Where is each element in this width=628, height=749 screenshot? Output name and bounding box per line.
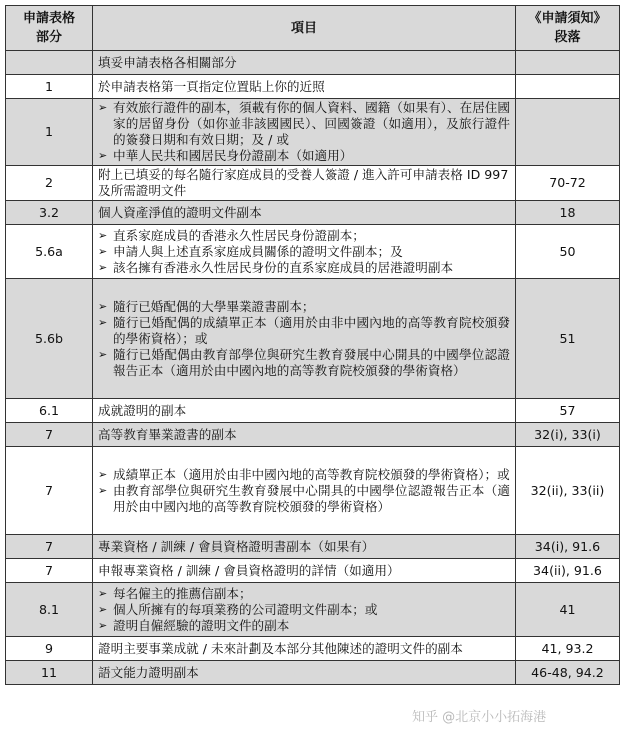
- section-cell: 7: [6, 559, 93, 583]
- item-text: 語文能力證明副本: [98, 664, 199, 680]
- list-item-text: 中華人民共和國居民身份證副本（如適用）: [113, 148, 353, 163]
- item-cell: [93, 75, 516, 99]
- section-cell: [6, 51, 93, 75]
- item-bullet-list: [98, 586, 510, 634]
- arrow-bullet-icon: ➢: [98, 483, 108, 497]
- list-item: [98, 618, 510, 634]
- table-row: [6, 225, 620, 279]
- para-cell: 32(i), 33(i): [516, 423, 620, 447]
- list-item-text: 成績單正本（適用於由非中國內地的高等教育院校頒發的學術資格）；或: [113, 466, 510, 482]
- item-text: 申報專業資格 / 訓練 / 會員資格證明的詳情（如適用）: [98, 562, 400, 578]
- item-cell: [93, 225, 516, 279]
- item-text: 證明主要事業成就 / 未來計劃及本部分其他陳述的證明文件的副本: [98, 640, 463, 656]
- table-row: [6, 583, 620, 637]
- table-row: [6, 559, 620, 583]
- item-cell: [93, 447, 516, 535]
- table-row: [6, 99, 620, 166]
- section-cell: 8.1: [6, 583, 93, 637]
- item-cell: [93, 51, 516, 75]
- item-cell: [93, 99, 516, 166]
- item-text: 高等教育畢業證書的副本: [98, 426, 237, 442]
- header-para-line-1: 《申請須知》: [528, 11, 607, 26]
- para-cell: 57: [516, 399, 620, 423]
- para-cell: 34(i), 91.6: [516, 535, 620, 559]
- section-cell: 7: [6, 535, 93, 559]
- item-text: 填妥申請表格各相關部分: [98, 54, 237, 70]
- list-item: [98, 347, 510, 379]
- header-row: [6, 6, 620, 51]
- arrow-bullet-icon: ➢: [98, 315, 108, 329]
- item-text: 專業資格 / 訓練 / 會員資格證明書副本（如果有）: [98, 538, 375, 554]
- item-cell: [93, 637, 516, 661]
- item-bullet-list: [98, 228, 510, 276]
- arrow-bullet-icon: ➢: [98, 347, 108, 361]
- section-cell: 1: [6, 99, 93, 166]
- header-para: [516, 6, 620, 51]
- header-section: [6, 6, 93, 51]
- item-text: 成就證明的副本: [98, 402, 187, 418]
- list-item: [98, 148, 510, 164]
- list-item-text: 申請人與上述直系家庭成員關係的證明文件副本；及: [113, 243, 403, 259]
- table-row: [6, 166, 620, 201]
- list-item: [98, 299, 510, 315]
- table-row: [6, 661, 620, 685]
- item-bullet-list: [98, 299, 510, 379]
- list-item-text: 個人所擁有的每項業務的公司證明文件副本；或: [113, 601, 378, 617]
- list-item: [98, 100, 510, 148]
- section-cell: 2: [6, 166, 93, 201]
- arrow-bullet-icon: ➢: [98, 299, 108, 313]
- table-row: [6, 423, 620, 447]
- header-para-line-2: 段落: [554, 30, 581, 45]
- list-item-text: 隨行已婚配偶的大學畢業證書副本；: [113, 298, 315, 314]
- arrow-bullet-icon: ➢: [98, 602, 108, 616]
- para-cell: 18: [516, 201, 620, 225]
- list-item-text: 由教育部學位與研究生教育發展中心開具的中國學位認證報告正本（適用於由中國內地的高等教育院校頒發的學術資格）: [113, 482, 510, 514]
- section-cell: 7: [6, 447, 93, 535]
- list-item-text: 有效旅行證件的副本，須載有你的個人資料、國籍（如果有）、在居住國家的居留身份（如你並非該國國民）、回國簽證（如適用），及旅行證件的簽發日期和有效日期；及 / 或: [113, 100, 510, 147]
- list-item-text: 隨行已婚配偶的成績單正本（適用於由非中國內地的高等教育院校頒發的學術資格）；或: [113, 314, 510, 346]
- section-cell: 7: [6, 423, 93, 447]
- list-item: [98, 260, 510, 276]
- para-cell: [516, 99, 620, 166]
- section-cell: 9: [6, 637, 93, 661]
- list-item: [98, 483, 510, 515]
- arrow-bullet-icon: ➢: [98, 244, 108, 258]
- arrow-bullet-icon: ➢: [98, 467, 108, 481]
- requirements-table: [5, 5, 620, 685]
- section-cell: 5.6a: [6, 225, 93, 279]
- list-item: [98, 315, 510, 347]
- item-cell: [93, 279, 516, 399]
- para-cell: 70-72: [516, 166, 620, 201]
- para-cell: 34(ii), 91.6: [516, 559, 620, 583]
- section-cell: 1: [6, 75, 93, 99]
- arrow-bullet-icon: ➢: [98, 149, 108, 162]
- item-bullet-list: [98, 467, 510, 515]
- item-text: 附上已填妥的每名隨行家庭成員的受養人簽證 / 進入許可申請表格 ID 997 及所需證明文件: [98, 167, 509, 198]
- section-cell: 11: [6, 661, 93, 685]
- arrow-bullet-icon: ➢: [98, 260, 108, 274]
- list-item-text: 直系家庭成員的香港永久性居民身份證副本；: [113, 227, 365, 243]
- header-section-line-1: 申請表格: [22, 11, 75, 26]
- item-cell: [93, 559, 516, 583]
- arrow-bullet-icon: ➢: [98, 228, 108, 242]
- item-cell: [93, 535, 516, 559]
- list-item-text: 隨行已婚配偶由教育部學位與研究生教育發展中心開具的中國學位認證報告正本（適用於由中國內地的高等教育院校頒發的學術資格）: [113, 346, 510, 378]
- para-cell: 41, 93.2: [516, 637, 620, 661]
- item-cell: [93, 166, 516, 201]
- arrow-bullet-icon: ➢: [98, 618, 108, 632]
- item-text: 於申請表格第一頁指定位置貼上你的近照: [98, 78, 325, 94]
- para-cell: 50: [516, 225, 620, 279]
- list-item-text: 該名擁有香港永久性居民身份的直系家庭成員的居港證明副本: [113, 259, 454, 275]
- para-cell: [516, 75, 620, 99]
- item-cell: [93, 399, 516, 423]
- table-row: [6, 637, 620, 661]
- item-cell: [93, 583, 516, 637]
- item-text: 個人資產淨值的證明文件副本: [98, 204, 262, 220]
- para-cell: 46-48, 94.2: [516, 661, 620, 685]
- item-cell: [93, 423, 516, 447]
- section-cell: 6.1: [6, 399, 93, 423]
- table-row: [6, 535, 620, 559]
- list-item: [98, 228, 510, 244]
- table-row: [6, 75, 620, 99]
- watermark: 知乎 @北京小小拓海港: [412, 710, 547, 725]
- table-row: [6, 201, 620, 225]
- table-row: [6, 279, 620, 399]
- para-cell: [516, 51, 620, 75]
- list-item: [98, 602, 510, 618]
- list-item: [98, 467, 510, 483]
- list-item: [98, 586, 510, 602]
- item-cell: [93, 661, 516, 685]
- item-cell: [93, 201, 516, 225]
- list-item: [98, 244, 510, 260]
- para-cell: 51: [516, 279, 620, 399]
- header-section-line-2: 部分: [35, 30, 62, 45]
- arrow-bullet-icon: ➢: [98, 101, 108, 114]
- table-row: [6, 51, 620, 75]
- para-cell: 32(ii), 33(ii): [516, 447, 620, 535]
- table-row: [6, 447, 620, 535]
- list-item-text: 證明自僱經驗的證明文件的副本: [113, 617, 290, 633]
- para-cell: 41: [516, 583, 620, 637]
- section-cell: 3.2: [6, 201, 93, 225]
- table-row: [6, 399, 620, 423]
- arrow-bullet-icon: ➢: [98, 586, 108, 600]
- item-bullet-list: [98, 100, 510, 164]
- section-cell: 5.6b: [6, 279, 93, 399]
- list-item-text: 每名僱主的推薦信副本；: [113, 585, 252, 601]
- header-item: 項目: [93, 6, 516, 51]
